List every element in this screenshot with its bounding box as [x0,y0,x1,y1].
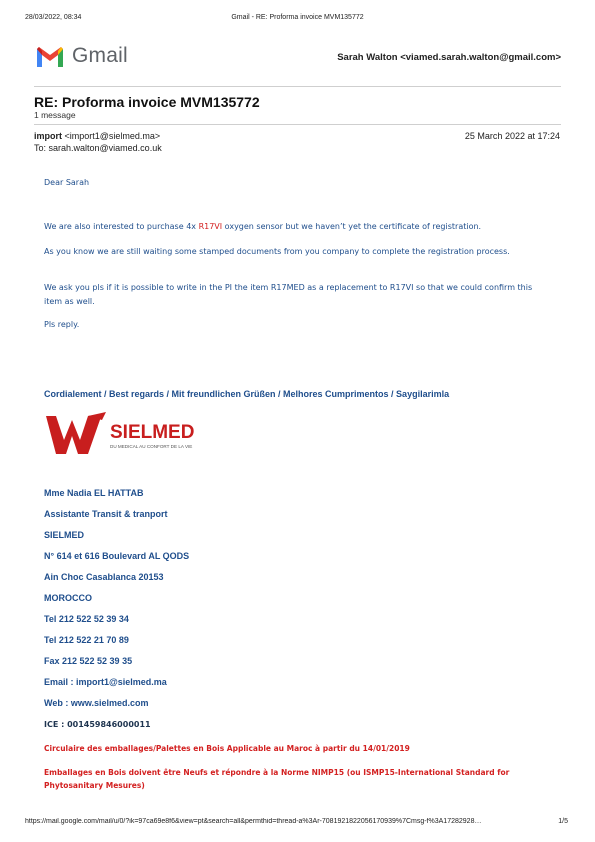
signature-country: MOROCCO [44,593,92,603]
sender-name: import [34,131,62,141]
packaging-notice-2: Emballages en Bois doivent être Neufs et répondre à la Norme NIMP15 (ou ISMP15-International Standard for Phytosanitary Mesures) [44,768,510,790]
thread-subject: RE: Proforma invoice MVM135772 [34,94,260,110]
message-date: 25 March 2022 at 17:24 [464,131,560,141]
signature-ice: ICE : 001459846000011 [44,720,151,729]
signature-email[interactable]: Email : import1@sielmed.ma [44,677,167,687]
message-count: 1 message [34,110,76,120]
sielmed-logo [44,410,214,456]
signature-company: SIELMED [44,530,85,540]
paragraph-4: Pls reply. [44,320,80,329]
gmail-logo-icon [35,45,65,69]
signature-regards: Cordialement / Best regards / Mit freundlichen Grüßen / Melhores Cumprimentos / Saygilarimla [44,389,450,399]
signature-name: Mme Nadia EL HATTAB [44,488,144,498]
divider [34,124,561,125]
signature-tel-1: Tel 212 522 52 39 34 [44,614,129,624]
product-code-highlight: R17VI [198,222,223,231]
signature-website[interactable]: Web : www.sielmed.com [44,698,149,708]
signature-tel-2: Tel 212 522 21 70 89 [44,635,129,645]
signature-role: Assistante Transit & tranport [44,509,168,519]
sielmed-logo-name: SIELMED [110,422,195,443]
print-url: https://mail.google.com/mail/u/0/?ik=97ca69e8f6&view=pt&search=all&permthid=thread-a%3Ar-7081921822056170939%7Cmsg-f%3A17282928… [25,818,482,825]
signature-address-2: Ain Choc Casablanca 20153 [44,572,164,582]
paragraph-1 [44,220,544,234]
sielmed-logo-tagline: DU MEDICAL AU CONFORT DE LA VIE [110,444,193,449]
account-label: Sarah Walton <viamed.sarah.walton@gmail.com> [337,52,561,63]
recipient: To: sarah.walton@viamed.co.uk [34,143,162,153]
page-number: 1/5 [558,818,568,825]
sender-email[interactable]: <import1@sielmed.ma> [64,131,161,141]
signature-address-1: N° 614 et 616 Boulevard AL QODS [44,551,190,561]
signature-fax: Fax 212 522 52 39 35 [44,656,133,666]
paragraph-2: As you know we are still waiting some stamped documents from you company to complete the registration process. [44,247,510,256]
paragraph-3: We ask you pls if it is possible to write in the PI the item R17MED as a replacement to R17VI so that we could confirm this item as well. [44,283,533,306]
divider [34,86,561,87]
print-datetime: 28/03/2022, 08:34 [25,14,82,21]
print-title: Gmail - RE: Proforma invoice MVM135772 [231,14,364,21]
greeting: Dear Sarah [44,178,90,187]
paragraph-1-start: We are also interested to purchase 4x [44,222,199,231]
sender [34,131,160,141]
paragraph-1-end: oxygen sensor but we haven’t yet the certificate of registration. [222,222,482,231]
packaging-notice-1: Circulaire des emballages/Palettes en Bois Applicable au Maroc à partir du 14/01/2019 [44,744,410,753]
gmail-logo-text: Gmail [72,44,128,67]
